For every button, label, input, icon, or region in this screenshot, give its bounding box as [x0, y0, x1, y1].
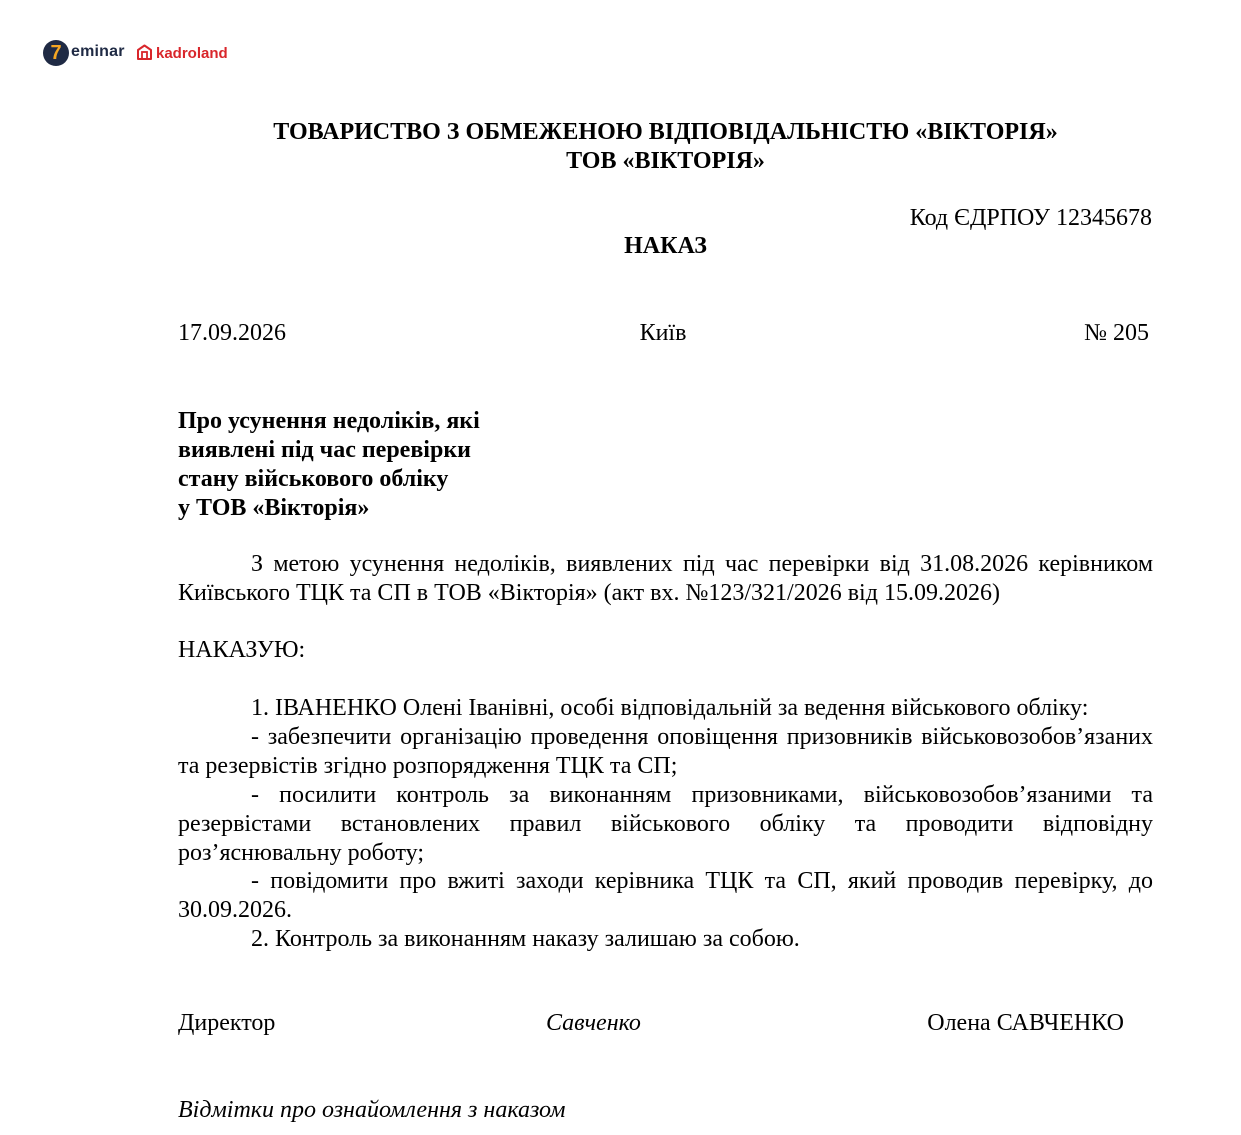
subject-line: стану військового обліку [178, 466, 449, 492]
item-2: 2. Контроль за виконанням наказу залишаю за собою. [251, 926, 800, 952]
order-number: № 205 [1084, 320, 1149, 346]
document-type: НАКАЗ [624, 233, 707, 259]
intro-paragraph: З метою усунення недоліків, виявлених під час перевірки від 31.08.2026 керівником Київського ТЦК та СП в ТОВ «Вікторія» (акт вх. №123/321/2026 від 15.09.2026) [178, 551, 1153, 606]
order-date: 17.09.2026 [178, 320, 286, 346]
kadroland-part1: kadro [156, 45, 197, 62]
item-1-point-c: - повідомити про вжиті заходи керівника ТЦК та СП, який проводив перевірку, до 30.09.2026. [178, 868, 1153, 923]
organization-short-name: ТОВ «ВІКТОРІЯ» [566, 148, 765, 174]
subject-line: Про усунення недоліків, які [178, 408, 480, 434]
order-city: Київ [639, 320, 687, 346]
kadroland-logo-text [156, 45, 228, 62]
kadroland-logo-icon [136, 44, 153, 61]
acknowledgement-note: Відмітки про ознайомлення з наказом [178, 1097, 566, 1123]
seminar-logo-text: eminar [71, 43, 125, 60]
order-subject [178, 407, 538, 523]
organization-full-name: ТОВАРИСТВО З ОБМЕЖЕНОЮ ВІДПОВІДАЛЬНІСТЮ «ВІКТОРІЯ» [273, 119, 1058, 145]
subject-line: у ТОВ «Вікторія» [178, 495, 370, 521]
item-1-point-a: - забезпечити організацію проведення оповіщення призовників військовозобов’язаних та резервістів згідно розпорядження ТЦК та СП; [178, 724, 1153, 779]
subject-line: виявлені під час перевірки [178, 437, 471, 463]
signature: Савченко [546, 1010, 641, 1036]
signatory-name: Олена САВЧЕНКО [927, 1010, 1124, 1036]
order-directive: НАКАЗУЮ: [178, 637, 306, 663]
seminar-logo-icon: 7 [43, 40, 69, 66]
signatory-role: Директор [178, 1010, 276, 1036]
kadroland-part2: land [196, 45, 228, 62]
item-1: 1. ІВАНЕНКО Олені Іванівні, особі відповідальній за ведення військового обліку: [251, 695, 1089, 721]
item-1-point-b: - посилити контроль за виконанням призовниками, військовозобов’язаними та резервістами встановлених правил військового обліку та проводити відповідну роз’яснювальну роботу; [178, 782, 1153, 866]
edrpou-code: Код ЄДРПОУ 12345678 [909, 205, 1152, 231]
